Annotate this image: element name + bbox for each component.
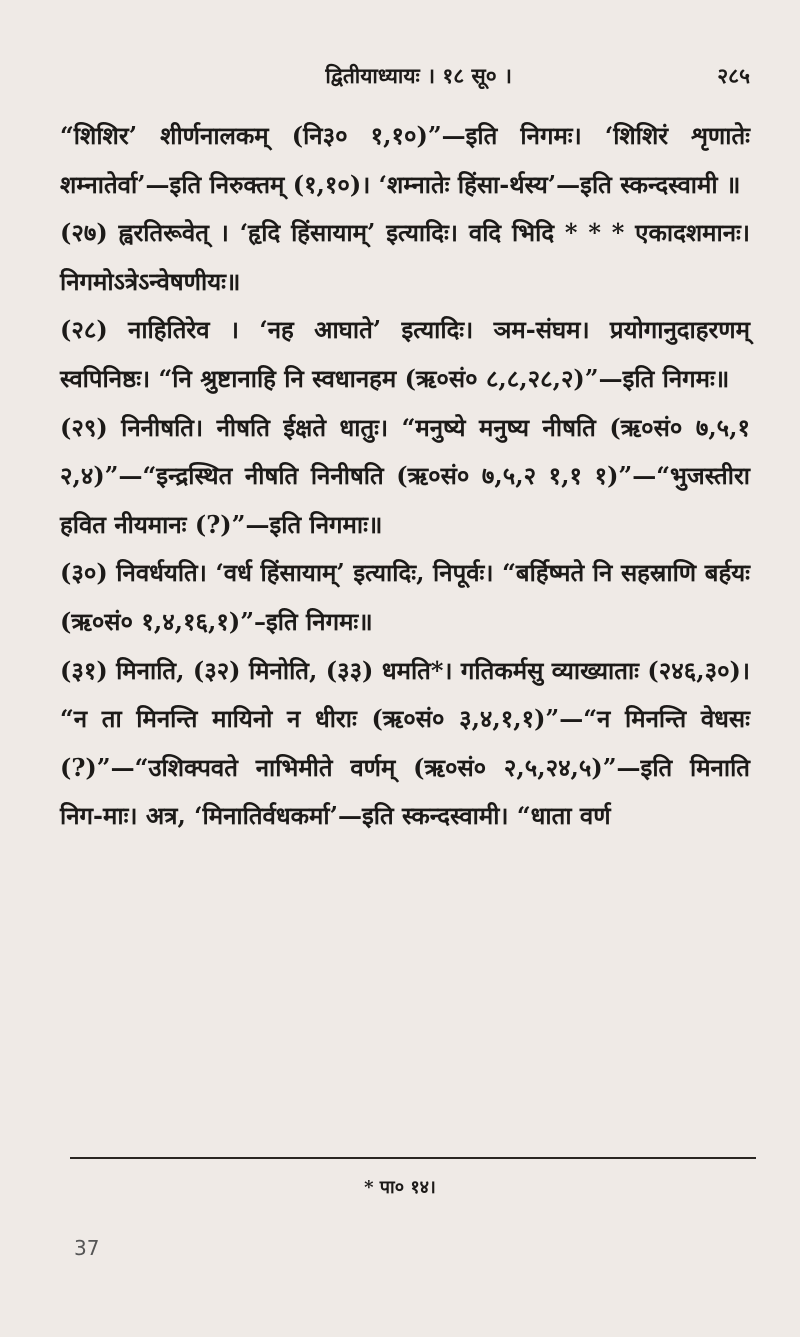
page-number: 37 — [74, 1236, 100, 1260]
page-header — [60, 62, 750, 90]
main-text — [60, 112, 750, 841]
folio-number: २८५ — [717, 63, 750, 88]
footnote-divider — [70, 1157, 756, 1159]
paragraph: “शिशिर’ शीर्णनालकम् (नि३० १,१०)”—इति निगमः। ‘शिशिरं शृणातेः शम्नातेर्वा’—इति निरुक्तम् (१,१०)। ‘शम्नातेः हिंसा-र्थस्य’—इति स्कन्दस्वामी ॥ — [60, 121, 750, 199]
paragraph: (३०) निवर्धयति। ‘वर्ध हिंसायाम्’ इत्यादिः, निपूर्वः। “बर्हिष्मते नि सहस्राणि बर्हयः (ऋ०सं० १,४,१६,१)”–इति निगमः॥ — [60, 558, 750, 636]
paragraph: (२८) नाहितिरेव । ‘नह आघाते’ इत्यादिः। ञम-संघम। प्रयोगानुदाहरणम् स्वपिनिष्ठः। “नि श्रुष्टानाहि नि स्वधानहम (ऋ०सं० ८,८,२८,२)”—इति निगमः॥ — [60, 315, 750, 393]
paragraph: (२७) ह्वरतिरूवेत् । ‘हृदि हिंसायाम्’ इत्यादिः। वदि भिदि * * * एकादशमानः। निगमोऽत्रेऽन्वेषणीयः॥ — [60, 218, 750, 296]
paragraph: (२९) निनीषति। नीषति ईक्षते धातुः। “मनुष्ये मनुष्य नीषति (ऋ०सं० ७,५,१ २,४)”—“इन्द्रस्थित नीषति निनीषति (ऋ०सं० ७,५,२ १,१ १)”—“भुजस्तीरा हवित नीयमानः (?)”—इति निगमाः॥ — [60, 412, 750, 539]
footnote: * पा० १४। — [364, 1177, 436, 1198]
running-head: द्वितीयाध्यायः । १८ सू० । — [325, 63, 512, 88]
paragraph: (३१) मिनाति, (३२) मिनोति, (३३) धमति*। गतिकर्मसु व्याख्याताः (२४६,३०)। “न ता मिनन्ति मायिनो न धीराः (ऋ०सं० ३,४,१,१)”—“न मिनन्ति वेधसः (?)”—“उशिक्पवते नाभिमीते वर्णम् (ऋ०सं० २,५,२४,५)”—इति मिनाति निग-माः। अत्र, ‘मिनातिर्वधकर्मा’—इति स्कन्दस्वामी। “धाता वर्ण — [60, 655, 750, 831]
